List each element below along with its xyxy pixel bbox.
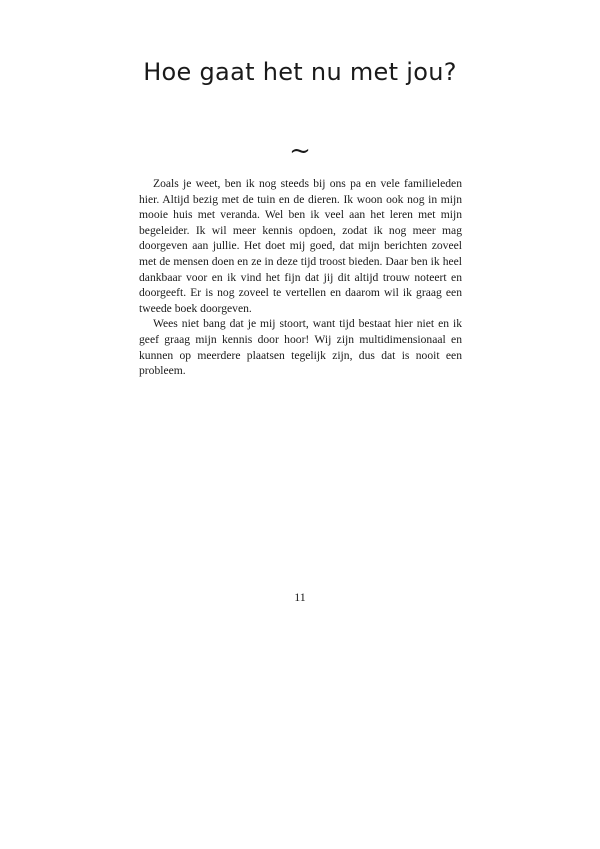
body-text bbox=[139, 176, 462, 379]
tilde-ornament: ~ bbox=[289, 136, 311, 166]
page-number: 11 bbox=[294, 590, 306, 604]
page-title: Hoe gaat het nu met jou? bbox=[143, 58, 457, 86]
paragraph: Wees niet bang dat je mij stoort, want tijd bestaat hier niet en ik geef graag mijn kennis door hoor! Wij zijn multidimensionaal en kunnen op meerdere plaatsen tegelijk zijn, dus dat is nooit een probleem. bbox=[139, 317, 462, 378]
paragraph: Zoals je weet, ben ik nog steeds bij ons pa en vele familieleden hier. Altijd bezig met de tuin en de dieren. Ik woon ook nog in mijn mooie huis met veranda. Wel ben ik veel aan het leren met mijn begeleider. Ik wil meer kennis opdoen, zodat ik nog meer mag doorgeven aan jullie. Het doet mij goed, dat mijn berichten zoveel met de mensen doen en ze in deze tijd troost bieden. Daar ben ik heel dankbaar voor en ik vind het fijn dat jij dit altijd trouw noteert en doorgeeft. Er is nog zoveel te vertellen en daarom wil ik graag een tweede boek doorgeven. bbox=[139, 177, 462, 315]
